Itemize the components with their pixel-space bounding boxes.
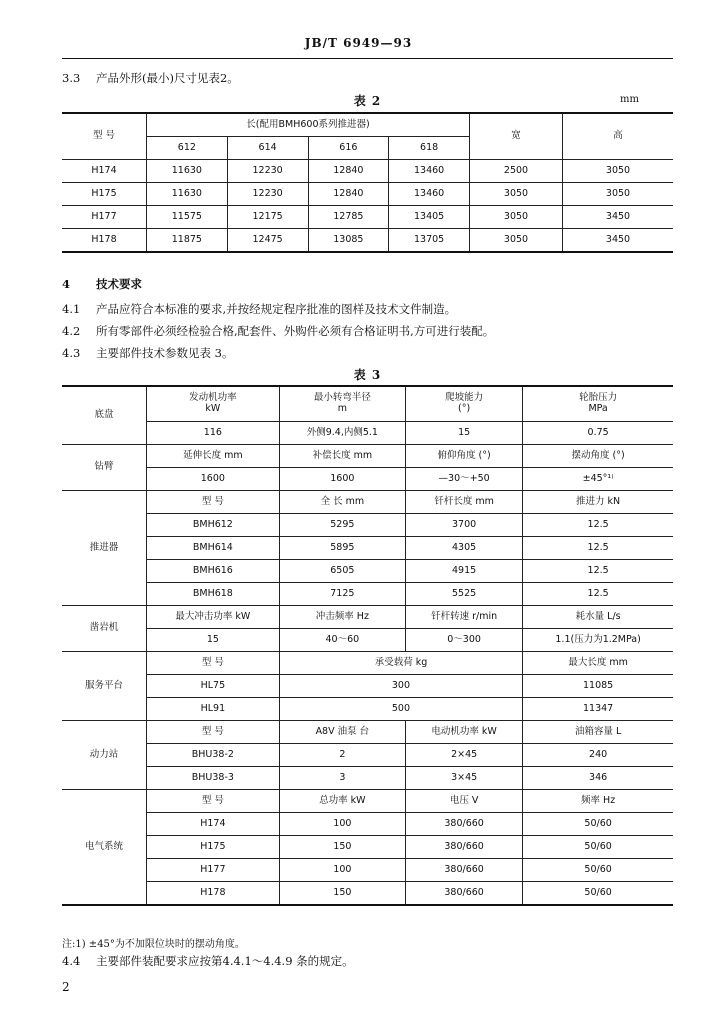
table-row (62, 183, 673, 206)
cell: H174 (147, 813, 280, 836)
cell: 40～60 (279, 629, 405, 652)
section-text: 主要部件装配要求应按第4.4.1～4.4.9 条的规定。 (96, 954, 354, 968)
cell: 150 (279, 836, 405, 859)
header-cell: 推进力 kN (523, 491, 673, 514)
cell: 500 (279, 698, 523, 721)
header-cell: 电动机功率 kW (406, 721, 523, 744)
cell: 4305 (406, 537, 523, 560)
cell: 300 (279, 675, 523, 698)
table-row (62, 675, 673, 698)
cell: 0～300 (406, 629, 523, 652)
header-cell: 型 号 (147, 491, 280, 514)
cell: 13085 (308, 229, 389, 253)
cell: 11630 (147, 183, 228, 206)
cell: 346 (523, 767, 673, 790)
table-row (62, 206, 673, 229)
standard-code-header: JB/T 6949—93 (304, 36, 413, 50)
header-cell: 钎杆长度 mm (406, 491, 523, 514)
cell: 12785 (308, 206, 389, 229)
cell: H175 (62, 183, 147, 206)
cell: 外侧9.4,内侧5.1 (279, 422, 405, 445)
cell: 12.5 (523, 514, 673, 537)
cell: 50/60 (523, 882, 673, 906)
cell: —30～+50 (406, 468, 523, 491)
group-power-station: 动力站 (62, 721, 147, 790)
table-3 (62, 385, 673, 906)
header-rule (62, 58, 673, 59)
cell: 100 (279, 813, 405, 836)
table-row (62, 229, 673, 253)
cell: 3450 (563, 206, 674, 229)
section-number: 4.2 (62, 324, 81, 338)
cell: 3450 (563, 229, 674, 253)
header-cell: A8V 油泵 台 (279, 721, 405, 744)
section-text: 主要部件技术参数见表 3。 (96, 346, 234, 360)
table-row (62, 859, 673, 882)
header-cell: 电压 V (406, 790, 523, 813)
cell: 1.1(压力为1.2MPa) (523, 629, 673, 652)
cell: H177 (62, 206, 147, 229)
cell: 12230 (227, 160, 308, 183)
header-cell: 型 号 (147, 790, 280, 813)
cell: 1600 (147, 468, 280, 491)
cell: 380/660 (406, 813, 523, 836)
cell: 1600 (279, 468, 405, 491)
col-height-header: 高 (563, 113, 674, 160)
cell: H175 (147, 836, 280, 859)
cell: 12230 (227, 183, 308, 206)
cell: 2 (279, 744, 405, 767)
group-feeder: 推进器 (62, 491, 147, 606)
header-cell: 冲击频率 Hz (279, 606, 405, 629)
cell: ±45°¹⁾ (523, 468, 673, 491)
section-text: 产品外形(最小)尺寸见表2。 (96, 71, 239, 85)
header-cell: 全 长 mm (279, 491, 405, 514)
cell: 7125 (279, 583, 405, 606)
cell: BMH612 (147, 514, 280, 537)
cell: BMH614 (147, 537, 280, 560)
header-cell: 爬坡能力 (°) (406, 386, 523, 422)
header-cell: 俯仰角度 (°) (406, 445, 523, 468)
cell: 12.5 (523, 583, 673, 606)
col-width-header: 宽 (470, 113, 563, 160)
cell: H178 (147, 882, 280, 906)
header-cell: 补偿长度 mm (279, 445, 405, 468)
header-cell: 发动机功率 kW (147, 386, 280, 422)
cell: 13705 (389, 229, 470, 253)
header-cell: 最大长度 mm (523, 652, 673, 675)
cell: 380/660 (406, 882, 523, 906)
table-row (62, 744, 673, 767)
header-cell: 频率 Hz (523, 790, 673, 813)
table-row (62, 514, 673, 537)
section-number: 4.4 (62, 954, 81, 968)
table-row (62, 583, 673, 606)
cell: 5525 (406, 583, 523, 606)
cell: 3050 (470, 206, 563, 229)
section-4-2 (62, 323, 494, 339)
cell: BHU38-3 (147, 767, 280, 790)
cell: 3050 (563, 183, 674, 206)
cell: 380/660 (406, 859, 523, 882)
cell: 3×45 (406, 767, 523, 790)
table-row (62, 836, 673, 859)
col-type-header: 型 号 (62, 113, 147, 160)
table-3-caption: 表 3 (353, 368, 382, 382)
table-row (62, 537, 673, 560)
cell: 15 (147, 629, 280, 652)
cell: 50/60 (523, 813, 673, 836)
sub-header: 614 (227, 137, 308, 160)
cell: 15 (406, 422, 523, 445)
cell: 240 (523, 744, 673, 767)
cell: 5295 (279, 514, 405, 537)
cell: 150 (279, 882, 405, 906)
cell: 380/660 (406, 836, 523, 859)
cell: 50/60 (523, 836, 673, 859)
table-row (62, 160, 673, 183)
cell: 12.5 (523, 560, 673, 583)
table-row (62, 560, 673, 583)
header-cell: 最大冲击功率 kW (147, 606, 280, 629)
header-cell: 钎杆转速 r/min (406, 606, 523, 629)
header-cell: 最小转弯半径 m (279, 386, 405, 422)
header-cell: 型 号 (147, 652, 280, 675)
cell: 11085 (523, 675, 673, 698)
section-4-1 (62, 301, 456, 317)
section-4-3 (62, 345, 233, 361)
section-text: 所有零部件必须经检验合格,配套件、外购件必须有合格证明书,方可进行装配。 (96, 324, 495, 338)
section-number: 3.3 (62, 71, 81, 85)
section-3-3 (62, 70, 239, 86)
cell: HL75 (147, 675, 280, 698)
table-2-unit: mm (620, 94, 639, 105)
cell: 13405 (389, 206, 470, 229)
table-row (62, 813, 673, 836)
cell: 13460 (389, 160, 470, 183)
section-text: 产品应符合本标准的要求,并按经规定程序批准的图样及技术文件制造。 (96, 302, 457, 316)
cell: H177 (147, 859, 280, 882)
section-4-4 (62, 953, 354, 969)
cell: BMH618 (147, 583, 280, 606)
cell: 50/60 (523, 859, 673, 882)
cell: 12175 (227, 206, 308, 229)
cell: 2500 (470, 160, 563, 183)
cell: 116 (147, 422, 280, 445)
cell: 11575 (147, 206, 228, 229)
cell: BHU38-2 (147, 744, 280, 767)
cell: 100 (279, 859, 405, 882)
page-number: 2 (62, 980, 70, 994)
cell: 3050 (563, 160, 674, 183)
cell: 6505 (279, 560, 405, 583)
cell: 11347 (523, 698, 673, 721)
group-electric-system: 电气系统 (62, 790, 147, 906)
group-boom: 钻臂 (62, 445, 147, 491)
cell: BMH616 (147, 560, 280, 583)
cell: 3050 (470, 183, 563, 206)
cell: 12840 (308, 160, 389, 183)
cell: 3 (279, 767, 405, 790)
table-2-caption: 表 2 (353, 94, 382, 108)
table-row (62, 698, 673, 721)
cell: H174 (62, 160, 147, 183)
table-row (62, 767, 673, 790)
group-chassis: 底盘 (62, 386, 147, 445)
cell: H178 (62, 229, 147, 253)
cell: 11875 (147, 229, 228, 253)
table-3-footnote: 注:1) ±45°为不加限位块时的摆动角度。 (62, 939, 245, 950)
col-length-header: 长(配用BMH600系列推进器) (147, 113, 470, 137)
cell: 3050 (470, 229, 563, 253)
cell: 5895 (279, 537, 405, 560)
header-cell: 轮胎压力 MPa (523, 386, 673, 422)
group-drill: 凿岩机 (62, 606, 147, 652)
cell: 13460 (389, 183, 470, 206)
cell: 0.75 (523, 422, 673, 445)
table-2 (62, 112, 673, 253)
section-4 (62, 276, 142, 292)
header-cell: 型 号 (147, 721, 280, 744)
section-number: 4.1 (62, 302, 81, 316)
table-row (62, 882, 673, 906)
header-cell: 摆动角度 (°) (523, 445, 673, 468)
sub-header: 612 (147, 137, 228, 160)
header-cell: 延伸长度 mm (147, 445, 280, 468)
group-platform: 服务平台 (62, 652, 147, 721)
sub-header: 618 (389, 137, 470, 160)
cell: 12.5 (523, 537, 673, 560)
cell: 2×45 (406, 744, 523, 767)
cell: 11630 (147, 160, 228, 183)
cell: 3700 (406, 514, 523, 537)
cell: 4915 (406, 560, 523, 583)
section-title: 技术要求 (96, 277, 142, 291)
cell: HL91 (147, 698, 280, 721)
section-number: 4 (62, 277, 71, 291)
section-number: 4.3 (62, 346, 81, 360)
header-cell: 总功率 kW (279, 790, 405, 813)
header-cell: 油箱容量 L (523, 721, 673, 744)
cell: 12475 (227, 229, 308, 253)
sub-header: 616 (308, 137, 389, 160)
cell: 12840 (308, 183, 389, 206)
header-cell: 承受载荷 kg (279, 652, 523, 675)
header-cell: 耗水量 L/s (523, 606, 673, 629)
